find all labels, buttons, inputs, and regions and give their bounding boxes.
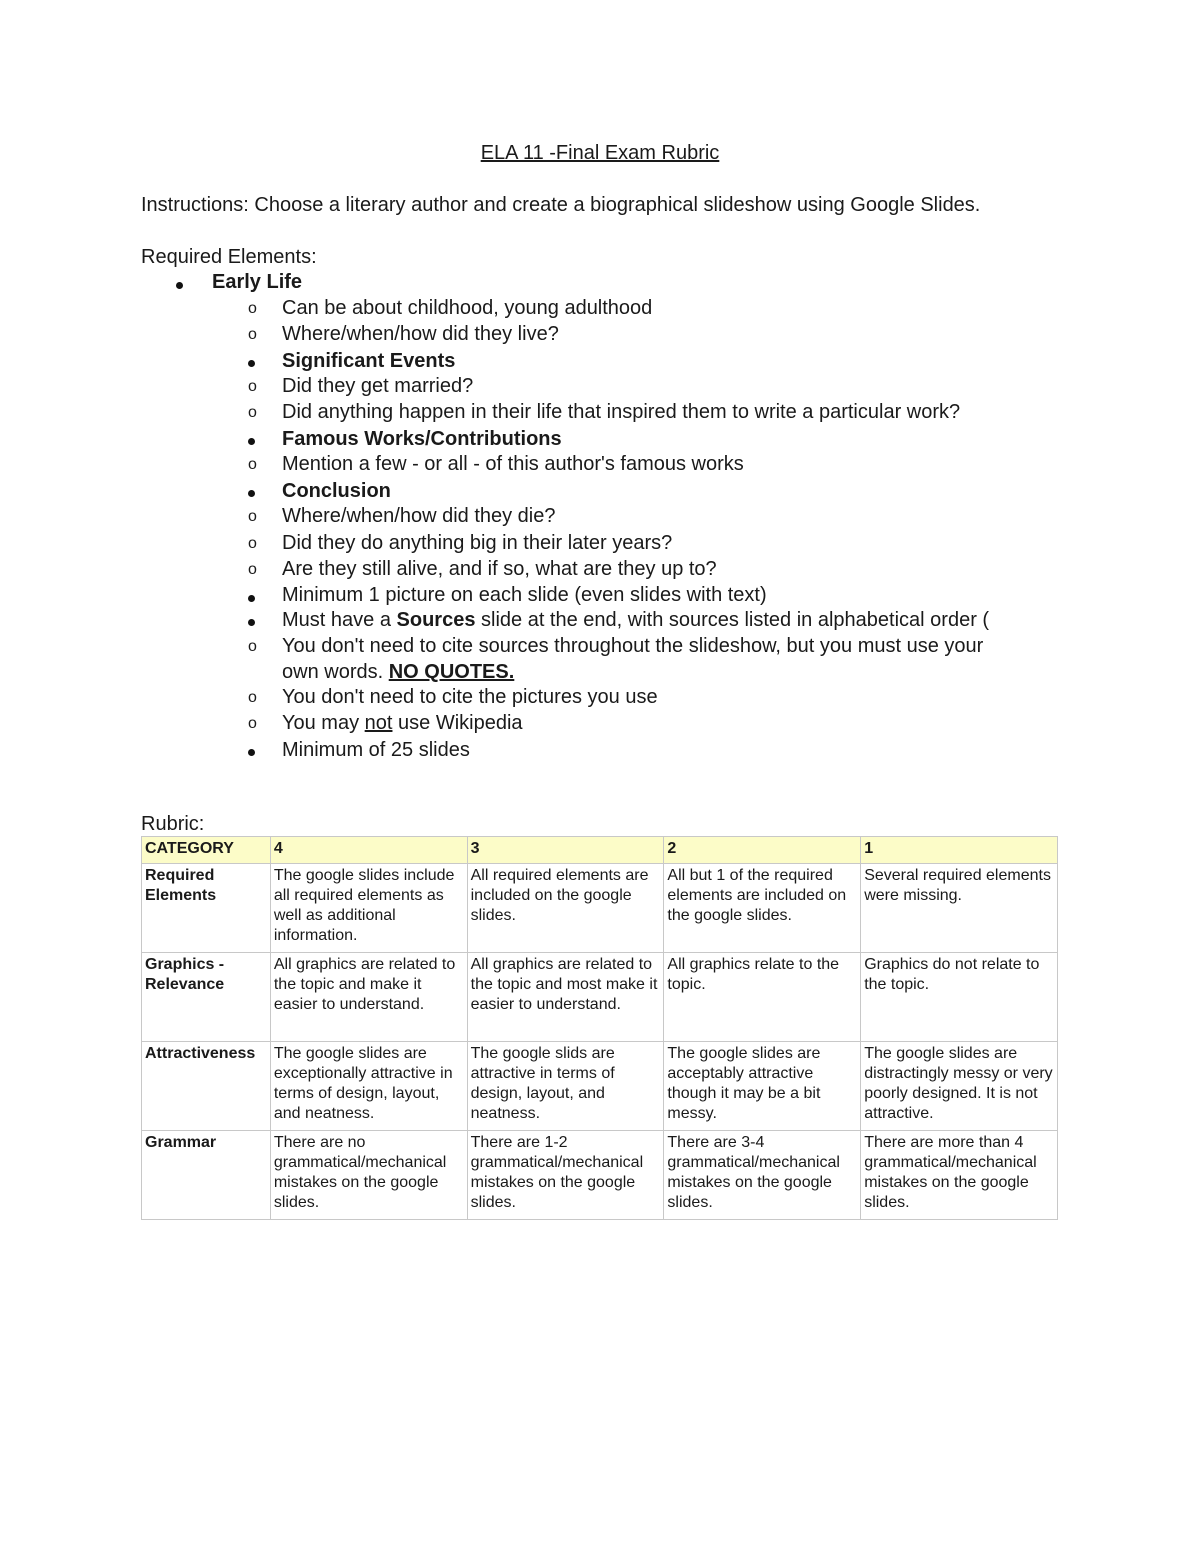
no-quotes-text: NO QUOTES.: [388, 661, 515, 683]
table-row: [142, 953, 1058, 1042]
bullet-icon: [248, 348, 255, 374]
list-item: Where/when/how did they die?: [282, 505, 556, 527]
list-item: Did they get married?: [282, 375, 474, 397]
circle-bullet-icon: o: [248, 638, 257, 655]
instructions-text: Instructions: Choose a literary author and create a biographical slideshow using Google Slides.: [141, 194, 981, 216]
list-item: You don't need to cite sources throughout the slideshow, but you must use your: [282, 635, 984, 657]
table-cell: All graphics relate to the topic.: [664, 953, 861, 1042]
rubric-header-row: [142, 837, 1058, 864]
table-cell: All but 1 of the required elements are included on the google slides.: [664, 864, 861, 953]
header-category: CATEGORY: [142, 837, 271, 864]
early-life-heading: Early Life: [212, 271, 303, 293]
row-category: Attractiveness: [142, 1042, 271, 1131]
table-row: [142, 1131, 1058, 1220]
table-cell: All graphics are related to the topic and most make it easier to understand.: [467, 953, 664, 1042]
quotes-text-pre: own words.: [282, 661, 389, 683]
table-row: [142, 864, 1058, 953]
rubric-table: [141, 836, 1058, 1220]
table-cell: The google slides are exceptionally attractive in terms of design, layout, and neatness.: [270, 1042, 467, 1131]
circle-bullet-icon: o: [248, 300, 257, 317]
circle-bullet-icon: o: [248, 715, 257, 732]
list-item: Did they do anything big in their later years?: [282, 532, 673, 554]
document-title: ELA 11 -Final Exam Rubric: [480, 142, 720, 164]
list-item-continuation: [282, 659, 514, 685]
bullet-icon: [248, 737, 255, 763]
circle-bullet-icon: o: [248, 456, 257, 473]
sources-text-pre: Must have a: [282, 609, 397, 631]
circle-bullet-icon: o: [248, 561, 257, 578]
circle-bullet-icon: o: [248, 404, 257, 421]
list-item: Where/when/how did they live?: [282, 323, 559, 345]
circle-bullet-icon: o: [248, 535, 257, 552]
row-category: Required Elements: [142, 864, 271, 953]
header-score-3: 3: [467, 837, 664, 864]
table-cell: Several required elements were missing.: [861, 864, 1058, 953]
bullet-icon: [248, 426, 255, 452]
list-item: [282, 710, 523, 736]
table-cell: The google slides are acceptably attractive though it may be a bit messy.: [664, 1042, 861, 1131]
required-elements-heading: Required Elements:: [141, 246, 317, 268]
list-item: Can be about childhood, young adulthood: [282, 297, 653, 319]
significant-events-heading: Significant Events: [282, 350, 456, 372]
list-item: Minimum of 25 slides: [282, 739, 470, 761]
rubric-label: Rubric:: [141, 813, 205, 835]
wiki-text-not: not: [364, 712, 393, 734]
list-item: You don't need to cite the pictures you use: [282, 686, 658, 708]
table-cell: There are 3-4 grammatical/mechanical mistakes on the google slides.: [664, 1131, 861, 1220]
bullet-icon: [176, 270, 183, 296]
list-item: Mention a few - or all - of this author's famous works: [282, 453, 744, 475]
header-score-2: 2: [664, 837, 861, 864]
conclusion-heading: Conclusion: [282, 480, 391, 502]
bullet-icon: [248, 478, 255, 504]
header-score-4: 4: [270, 837, 467, 864]
sources-text-post: slide at the end, with sources listed in alphabetical order (: [475, 609, 990, 631]
circle-bullet-icon: o: [248, 689, 257, 706]
header-score-1: 1: [861, 837, 1058, 864]
circle-bullet-icon: o: [248, 326, 257, 343]
list-item: [282, 607, 989, 633]
wiki-text-pre: You may: [282, 712, 365, 734]
bullet-icon: [248, 607, 255, 633]
list-item: Did anything happen in their life that inspired them to write a particular work?: [282, 401, 961, 423]
list-item: Are they still alive, and if so, what are they up to?: [282, 558, 717, 580]
circle-bullet-icon: o: [248, 378, 257, 395]
table-cell: The google slides are distractingly messy or very poorly designed. It is not attractive.: [861, 1042, 1058, 1131]
table-row: [142, 1042, 1058, 1131]
table-cell: The google slides include all required elements as well as additional information.: [270, 864, 467, 953]
table-cell: The google slids are attractive in terms of design, layout, and neatness.: [467, 1042, 664, 1131]
table-cell: There are 1-2 grammatical/mechanical mistakes on the google slides.: [467, 1131, 664, 1220]
sources-text-bold: Sources: [396, 609, 476, 631]
bullet-icon: [248, 583, 255, 609]
row-category: Graphics - Relevance: [142, 953, 271, 1042]
table-cell: All graphics are related to the topic and make it easier to understand.: [270, 953, 467, 1042]
famous-works-heading: Famous Works/Contributions: [282, 428, 562, 450]
circle-bullet-icon: o: [248, 508, 257, 525]
wiki-text-post: use Wikipedia: [392, 712, 523, 734]
table-cell: There are no grammatical/mechanical mistakes on the google slides.: [270, 1131, 467, 1220]
table-cell: All required elements are included on the google slides.: [467, 864, 664, 953]
row-category: Grammar: [142, 1131, 271, 1220]
table-cell: There are more than 4 grammatical/mechanical mistakes on the google slides.: [861, 1131, 1058, 1220]
list-item: Minimum 1 picture on each slide (even slides with text): [282, 584, 767, 606]
table-cell: Graphics do not relate to the topic.: [861, 953, 1058, 1042]
